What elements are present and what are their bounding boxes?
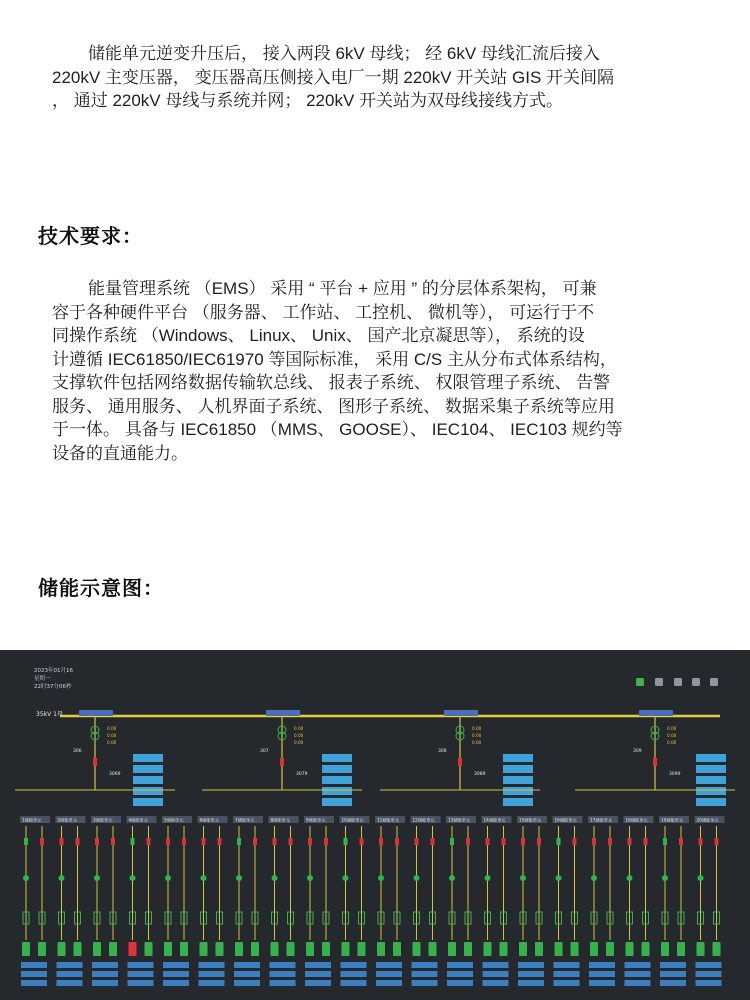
breaker-icon[interactable] <box>699 838 703 845</box>
breaker-icon[interactable] <box>486 838 490 845</box>
status-icon <box>165 875 171 881</box>
tech-line: 同操作系统 （Windows、 Linux、 Unix、 国产北京凝思等）， 系统的设 <box>52 326 585 345</box>
status-panel[interactable] <box>133 754 163 762</box>
battery-icon[interactable] <box>413 942 421 956</box>
branch-number: 3099 <box>669 772 681 777</box>
status-panel[interactable] <box>322 754 352 762</box>
unit-label: 3储能单元 <box>93 817 113 823</box>
unit-status-box[interactable] <box>589 971 615 977</box>
single-line-diagram <box>0 650 750 1000</box>
battery-icon[interactable] <box>271 942 279 956</box>
breaker-icon[interactable] <box>653 758 657 766</box>
status-icon <box>378 875 384 881</box>
unit-status-box[interactable] <box>21 962 47 968</box>
battery-icon[interactable] <box>448 942 456 956</box>
intro-line: ， 通过 220kV 母线与系统并网； 220kV 开关站为双母线接线方式。 <box>52 91 564 110</box>
unit-status-box[interactable] <box>696 962 722 968</box>
battery-icon[interactable] <box>606 942 614 956</box>
unit-status-box[interactable] <box>163 971 189 977</box>
diagram-weekday: 星期一 <box>34 676 51 682</box>
battery-icon[interactable] <box>429 942 437 956</box>
feeder-tag[interactable] <box>79 710 113 716</box>
breaker-icon[interactable] <box>344 838 348 845</box>
breaker-icon[interactable] <box>40 838 44 845</box>
unit-status-box[interactable] <box>341 962 367 968</box>
unit-status-box[interactable] <box>305 971 331 977</box>
battery-icon[interactable] <box>22 942 30 956</box>
unit-label: 15储能单元 <box>519 817 542 823</box>
unit-status-box[interactable] <box>376 962 402 968</box>
status-panel[interactable] <box>322 765 352 773</box>
battery-icon[interactable] <box>38 942 46 956</box>
battery-icon[interactable] <box>535 942 543 956</box>
feeder-value: 0.00 <box>294 726 304 731</box>
unit-status-box[interactable] <box>660 980 686 986</box>
unit-status-box[interactable] <box>412 971 438 977</box>
unit-status-box[interactable] <box>412 962 438 968</box>
feeder-value: 0.00 <box>472 726 482 731</box>
status-panel[interactable] <box>503 787 533 795</box>
battery-icon[interactable] <box>710 678 718 686</box>
unit-status-box[interactable] <box>625 971 651 977</box>
battery-icon[interactable] <box>74 942 82 956</box>
feeder-value: 0.00 <box>294 740 304 745</box>
unit-status-box[interactable] <box>21 971 47 977</box>
tech-line: 服务、 通用服务、 人机界面子系统、 图形子系统、 数据采集子系统等应用 <box>52 396 615 416</box>
unit-status-box[interactable] <box>341 980 367 986</box>
status-panel[interactable] <box>133 787 163 795</box>
unit-label: 18储能单元 <box>625 817 648 823</box>
battery-icon[interactable] <box>642 942 650 956</box>
status-panel[interactable] <box>503 765 533 773</box>
breaker-icon[interactable] <box>415 838 419 845</box>
breaker-icon[interactable] <box>592 838 596 845</box>
breaker-icon[interactable] <box>395 838 399 845</box>
battery-icon[interactable] <box>677 942 685 956</box>
unit-status-box[interactable] <box>589 980 615 986</box>
breaker-icon[interactable] <box>289 838 293 845</box>
unit-label: 12储能单元 <box>412 817 435 823</box>
unit-status-box[interactable] <box>483 962 509 968</box>
unit-status-box[interactable] <box>270 962 296 968</box>
status-icon <box>485 875 491 881</box>
unit-status-box[interactable] <box>696 980 722 986</box>
breaker-icon[interactable] <box>76 838 80 845</box>
breaker-icon[interactable] <box>253 838 257 845</box>
intro-paragraph <box>52 42 702 113</box>
battery-icon[interactable] <box>109 942 117 956</box>
unit-status-box[interactable] <box>447 971 473 977</box>
unit-status-box[interactable] <box>21 980 47 986</box>
breaker-icon[interactable] <box>237 838 241 845</box>
feeder-value: 0.00 <box>107 740 117 745</box>
status-icon <box>627 875 633 881</box>
unit-status-box[interactable] <box>199 980 225 986</box>
battery-icon[interactable] <box>235 942 243 956</box>
tech-paragraph <box>52 277 702 465</box>
breaker-icon[interactable] <box>24 838 28 845</box>
unit-status-box[interactable] <box>305 980 331 986</box>
status-icon <box>591 875 597 881</box>
tech-line: 支撑软件包括网络数据传输软总线、 报表子系统、 权限管理子系统、 告警 <box>52 373 611 392</box>
intro-line: 220kV 主变压器， 变压器高压侧接入电厂一期 220kV 开关站 GIS 开关间隔 <box>52 67 615 87</box>
breaker-icon[interactable] <box>202 838 206 845</box>
battery-icon[interactable] <box>590 942 598 956</box>
battery-icon[interactable] <box>287 942 295 956</box>
status-icon <box>272 875 278 881</box>
unit-status-box[interactable] <box>554 971 580 977</box>
battery-icon[interactable] <box>93 942 101 956</box>
breaker-icon[interactable] <box>663 838 667 845</box>
status-panel[interactable] <box>696 765 726 773</box>
battery-icon[interactable] <box>626 942 634 956</box>
unit-status-box[interactable] <box>660 962 686 968</box>
unit-status-box[interactable] <box>554 980 580 986</box>
status-panel[interactable] <box>503 754 533 762</box>
status-panel[interactable] <box>696 787 726 795</box>
battery-icon[interactable] <box>393 942 401 956</box>
feeder-number: 306 <box>73 749 82 754</box>
breaker-icon[interactable] <box>111 838 115 845</box>
unit-status-box[interactable] <box>92 971 118 977</box>
unit-label: 4储能单元 <box>128 817 148 823</box>
feeder-value: 0.00 <box>107 726 117 731</box>
battery-icon[interactable] <box>342 942 350 956</box>
status-icon <box>94 875 100 881</box>
unit-status-box[interactable] <box>199 962 225 968</box>
breaker-icon[interactable] <box>360 838 364 845</box>
unit-label: 14储能单元 <box>483 817 506 823</box>
tech-line: 计遵循 IEC61850/IEC61970 等国际标准， 采用 C/S 主从分布式体系结构， <box>52 349 617 369</box>
feeder-value: 0.00 <box>667 740 677 745</box>
unit-status-box[interactable] <box>270 980 296 986</box>
battery-icon[interactable] <box>251 942 259 956</box>
feeder-value: 0.00 <box>472 733 482 738</box>
diagram-date: 2023年01月16 <box>34 668 73 674</box>
battery-icon[interactable] <box>464 942 472 956</box>
unit-status-box[interactable] <box>57 971 83 977</box>
unit-status-box[interactable] <box>128 962 154 968</box>
unit-status-box[interactable] <box>554 962 580 968</box>
battery-icon[interactable] <box>500 942 508 956</box>
feeder-tag[interactable] <box>266 710 300 716</box>
breaker-icon[interactable] <box>644 838 648 845</box>
status-icon <box>201 875 207 881</box>
breaker-icon[interactable] <box>379 838 383 845</box>
battery-icon[interactable] <box>713 942 721 956</box>
status-icon <box>343 875 349 881</box>
feeder-number: 307 <box>260 749 269 754</box>
unit-status-box[interactable] <box>376 971 402 977</box>
battery-icon[interactable] <box>322 942 330 956</box>
battery-icon[interactable] <box>519 942 527 956</box>
tech-line: 能量管理系统 （EMS） 采用 “ 平台 + 应用 ” 的分层体系架构， 可兼 <box>88 279 597 298</box>
breaker-icon[interactable] <box>280 758 284 766</box>
status-icon <box>556 875 562 881</box>
breaker-icon[interactable] <box>308 838 312 845</box>
tech-line: 设备的直通能力。 <box>52 443 188 463</box>
unit-label: 20储能单元 <box>696 817 719 823</box>
breaker-icon[interactable] <box>679 838 683 845</box>
unit-status-box[interactable] <box>234 980 260 986</box>
breaker-icon[interactable] <box>324 838 328 845</box>
bus-label: 35kV 1母 <box>36 711 63 718</box>
battery-icon[interactable] <box>58 942 66 956</box>
feeder-number: 308 <box>438 749 447 754</box>
unit-label: 5储能单元 <box>164 817 184 823</box>
tech-line: 容于各种硬件平台 （服务器、 工作站、 工控机、 微机等）， 可运行于不 <box>52 302 595 322</box>
unit-status-box[interactable] <box>696 971 722 977</box>
breaker-icon[interactable] <box>60 838 64 845</box>
breaker-icon[interactable] <box>608 838 612 845</box>
breaker-icon[interactable] <box>93 758 97 766</box>
ems-diagram-screenshot <box>0 650 750 1000</box>
status-icon <box>662 875 668 881</box>
breaker-icon[interactable] <box>573 838 577 845</box>
battery-icon[interactable] <box>484 942 492 956</box>
breaker-icon[interactable] <box>450 838 454 845</box>
battery-icon[interactable] <box>200 942 208 956</box>
breaker-icon[interactable] <box>95 838 99 845</box>
diagram-time: 22时37分06秒 <box>34 684 72 690</box>
unit-status-box[interactable] <box>163 980 189 986</box>
unit-status-box[interactable] <box>660 971 686 977</box>
tech-heading: 技术要求： <box>38 226 143 248</box>
unit-label: 17储能单元 <box>590 817 613 823</box>
breaker-icon[interactable] <box>502 838 506 845</box>
battery-icon[interactable] <box>145 942 153 956</box>
status-icon <box>414 875 420 881</box>
unit-status-box[interactable] <box>234 962 260 968</box>
unit-status-box[interactable] <box>483 971 509 977</box>
breaker-icon[interactable] <box>458 758 462 766</box>
transformer-icon[interactable] <box>655 678 663 686</box>
unit-status-box[interactable] <box>163 962 189 968</box>
battery-icon[interactable] <box>377 942 385 956</box>
battery-icon[interactable] <box>164 942 172 956</box>
unit-status-box[interactable] <box>270 971 296 977</box>
status-icon <box>23 875 29 881</box>
unit-status-box[interactable] <box>518 971 544 977</box>
battery-icon[interactable] <box>180 942 188 956</box>
status-panel[interactable] <box>133 765 163 773</box>
unit-label: 8储能单元 <box>270 817 290 823</box>
breaker-icon[interactable] <box>466 838 470 845</box>
status-icon <box>307 875 313 881</box>
breaker-icon[interactable] <box>147 838 151 845</box>
unit-status-box[interactable] <box>128 980 154 986</box>
unit-status-box[interactable] <box>199 971 225 977</box>
breaker-icon[interactable] <box>166 838 170 845</box>
unit-label: 13储能单元 <box>448 817 471 823</box>
unit-status-box[interactable] <box>92 980 118 986</box>
breaker-icon[interactable] <box>431 838 435 845</box>
feeder-value: 0.00 <box>667 726 677 731</box>
unit-label: 7储能单元 <box>235 817 255 823</box>
battery-icon[interactable] <box>358 942 366 956</box>
unit-status-box[interactable] <box>412 980 438 986</box>
unit-label: 2储能单元 <box>57 817 77 823</box>
status-panel[interactable] <box>696 798 726 806</box>
feeder-value: 0.00 <box>667 733 677 738</box>
breaker-icon[interactable] <box>674 678 682 686</box>
breaker-icon[interactable] <box>628 838 632 845</box>
status-panel[interactable] <box>133 776 163 784</box>
unit-status-box[interactable] <box>518 962 544 968</box>
unit-label: 11储能单元 <box>377 817 400 823</box>
branch-number: 3079 <box>296 772 308 777</box>
unit-status-box[interactable] <box>57 962 83 968</box>
breaker-icon[interactable] <box>521 838 525 845</box>
battery-icon[interactable] <box>636 678 644 686</box>
status-panel[interactable] <box>696 754 726 762</box>
breaker-icon[interactable] <box>273 838 277 845</box>
status-panel[interactable] <box>133 798 163 806</box>
unit-status-box[interactable] <box>447 980 473 986</box>
unit-label: 6储能单元 <box>199 817 219 823</box>
unit-status-box[interactable] <box>625 962 651 968</box>
status-panel[interactable] <box>503 798 533 806</box>
unit-label: 9储能单元 <box>306 817 326 823</box>
unit-status-box[interactable] <box>625 980 651 986</box>
battery-icon[interactable] <box>306 942 314 956</box>
feeder-tag[interactable] <box>639 710 673 716</box>
unit-label: 16储能单元 <box>554 817 577 823</box>
status-icon <box>236 875 242 881</box>
breaker-icon[interactable] <box>182 838 186 845</box>
status-panel[interactable] <box>322 787 352 795</box>
unit-status-box[interactable] <box>234 971 260 977</box>
feeder-value: 0.00 <box>472 740 482 745</box>
unit-status-box[interactable] <box>483 980 509 986</box>
battery-icon[interactable] <box>555 942 563 956</box>
battery-icon[interactable] <box>216 942 224 956</box>
status-icon <box>449 875 455 881</box>
unit-label: 19储能单元 <box>661 817 684 823</box>
status-panel[interactable] <box>503 776 533 784</box>
feeder-tag[interactable] <box>444 710 478 716</box>
status-panel[interactable] <box>696 776 726 784</box>
status-panel[interactable] <box>322 798 352 806</box>
battery-icon[interactable] <box>571 942 579 956</box>
unit-status-box[interactable] <box>92 962 118 968</box>
unit-status-box[interactable] <box>341 971 367 977</box>
unit-status-box[interactable] <box>128 971 154 977</box>
status-icon <box>59 875 65 881</box>
feeder-value: 0.00 <box>294 733 304 738</box>
status-icon <box>520 875 526 881</box>
breaker-icon[interactable] <box>537 838 541 845</box>
breaker-icon[interactable] <box>557 838 561 845</box>
status-icon <box>130 875 136 881</box>
unit-label: 1储能单元 <box>22 817 42 823</box>
intro-line: 储能单元逆变升压后， 接入两段 6kV 母线； 经 6kV 母线汇流后接入 <box>88 44 600 63</box>
unit-status-box[interactable] <box>518 980 544 986</box>
unit-status-box[interactable] <box>376 980 402 986</box>
unit-status-box[interactable] <box>305 962 331 968</box>
battery-icon[interactable] <box>129 942 137 956</box>
breaker-icon[interactable] <box>218 838 222 845</box>
unit-status-box[interactable] <box>447 962 473 968</box>
feeder-number: 309 <box>633 749 642 754</box>
status-panel[interactable] <box>322 776 352 784</box>
branch-number: 3069 <box>109 772 121 777</box>
breaker-icon[interactable] <box>715 838 719 845</box>
branch-number: 3089 <box>474 772 486 777</box>
status-icon <box>698 875 704 881</box>
feeder-value: 0.00 <box>107 733 117 738</box>
unit-status-box[interactable] <box>589 962 615 968</box>
battery-icon[interactable] <box>697 942 705 956</box>
diagram-heading: 储能示意图： <box>38 578 164 600</box>
unit-label: 10储能单元 <box>341 817 364 823</box>
tech-line: 于一体。 具备与 IEC61850 （MMS、 GOOSE）、 IEC104、 IEC103 规约等 <box>52 420 623 439</box>
status-icon[interactable] <box>692 678 700 686</box>
breaker-icon[interactable] <box>131 838 135 845</box>
battery-icon[interactable] <box>661 942 669 956</box>
unit-status-box[interactable] <box>57 980 83 986</box>
